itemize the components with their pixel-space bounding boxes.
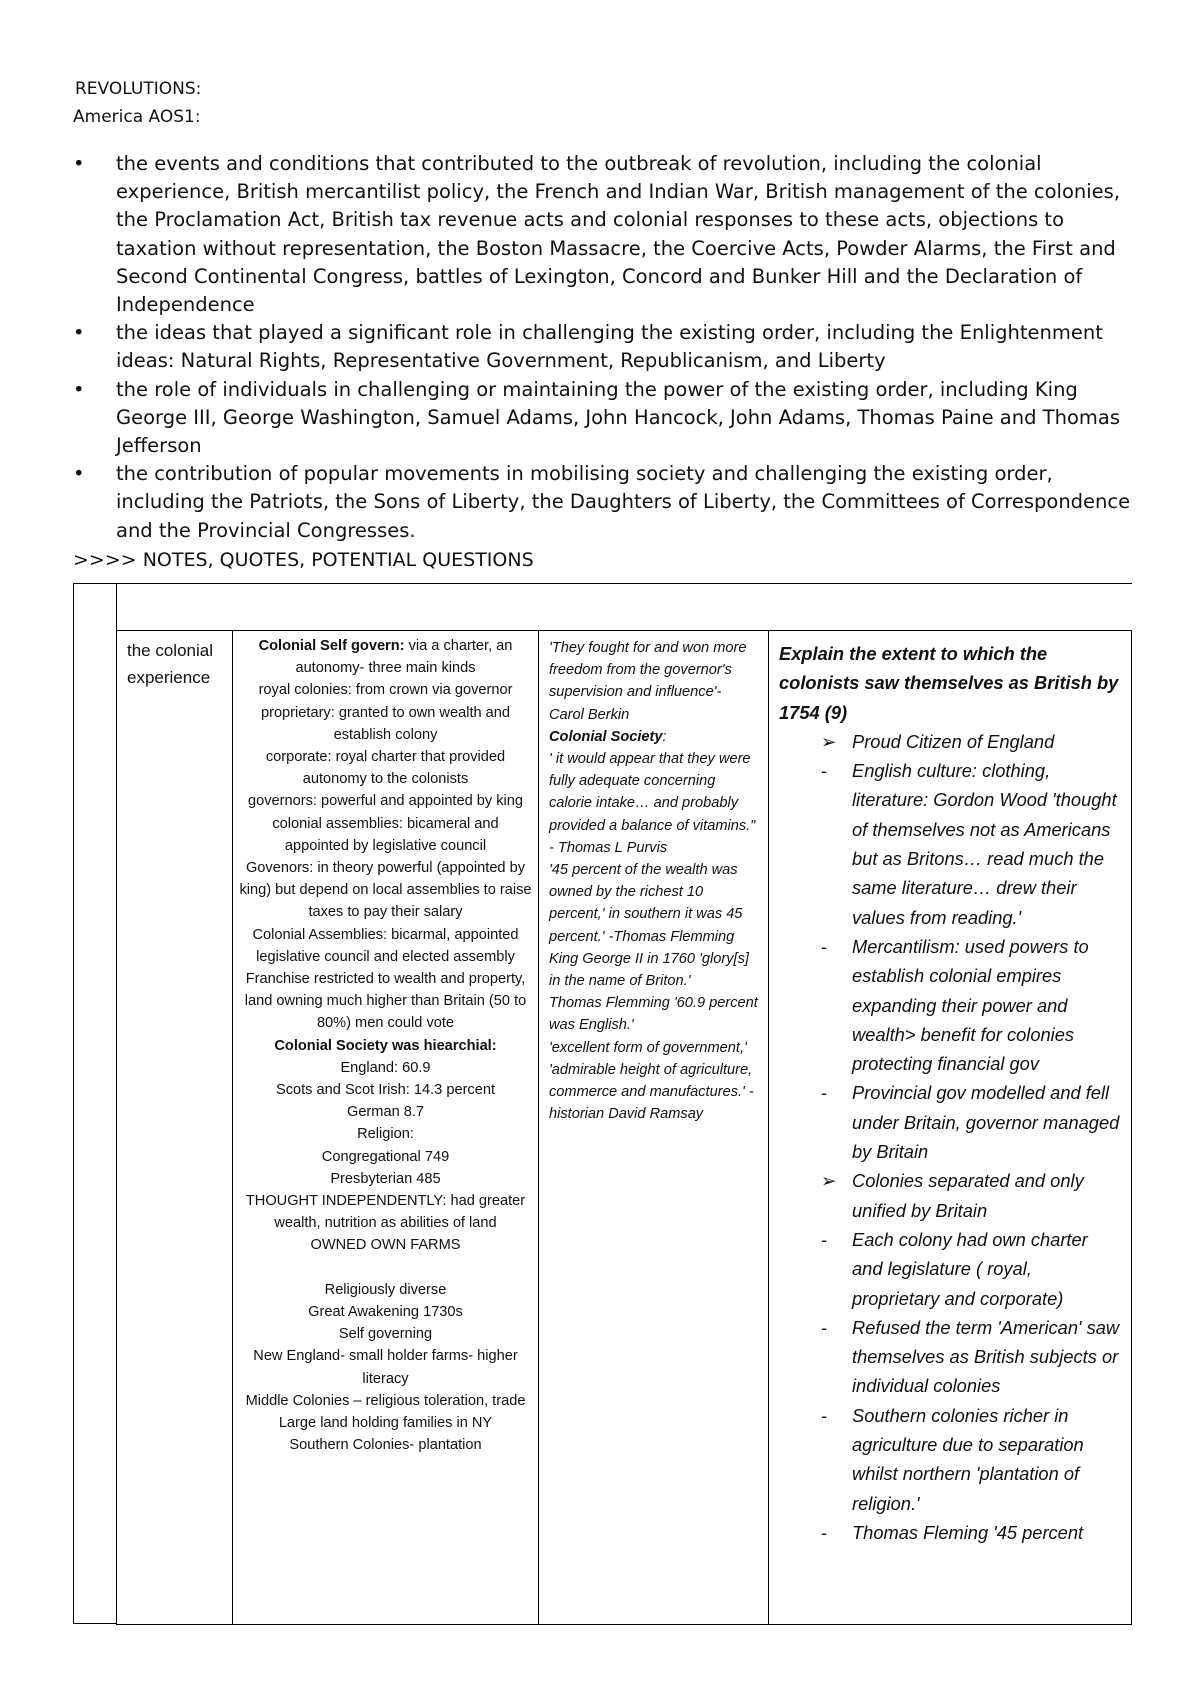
page-title: REVOLUTIONS: xyxy=(75,79,202,99)
list-item: ➢ Colonies separated and only unified by Britain xyxy=(779,1166,1121,1225)
note-line: corporate: royal charter that provided autonomy to the colonists xyxy=(265,749,506,788)
arrow-icon: ➢ xyxy=(821,730,837,752)
note-line: Colonial Assemblies: bicarmal, appointed legislative council and elected assembly xyxy=(252,926,519,965)
table-row xyxy=(117,631,1132,1625)
dash-icon: - xyxy=(821,1082,828,1104)
dash-icon: - xyxy=(821,1404,828,1426)
note-line: German 8.7 xyxy=(346,1104,425,1121)
bullet-icon: • xyxy=(73,152,85,175)
bullet-icon: • xyxy=(73,462,85,486)
note-line: Great Awakening 1730s xyxy=(308,1303,463,1320)
dot-point: • the events and conditions that contributed to the outbreak of revolution, including the colonial experience, British mercantilist policy, the French and Indian War, British management of the colonies, the Proclamation Act, British tax revenue acts and colonial responses to these acts, objections to taxation without representation, the Boston Massacre, the Coercive Acts, Powder Alarms, the First and Second Continental Congress, battles of Lexington, Concord and Bunker Hill and the Declaration of Independence xyxy=(73,152,1121,317)
note-line: Religion: xyxy=(357,1126,414,1143)
quote: King George II in 1760 'glory[s] in the name of Briton.' xyxy=(549,950,749,990)
topic-cell: the colonial experience xyxy=(117,631,233,1625)
note-line: Franchise restricted to wealth and property, land owning much higher than Britain (50 to 80%) men could vote xyxy=(244,971,527,1032)
note-line: Scots and Scot Irish: 14.3 percent xyxy=(275,1082,496,1099)
list-item: - English culture: clothing, literature: Gordon Wood 'thought of themselves not as Americans but as Britons… read much the same literature… drew their values from reading.' xyxy=(779,756,1121,932)
quote: Thomas Flemming '60.9 percent was English.' xyxy=(549,995,758,1034)
note-line: Middle Colonies – religious toleration, trade xyxy=(245,1392,526,1409)
left-margin-column xyxy=(73,583,117,1624)
notes-cell: Colonial Self govern: via a charter, an autonomy- three main kinds royal colonies: from crown via governor proprietary: granted to own wealth and establish colony corporate: royal charter that provided autonomy to the colonists governors: powerful and appointed by king colonial assemblies: bicameral and appointed by legislative council Govenors: in theory powerful (appointed by king) but depend on local assemblies to raise taxes to pay their salary Colonial Assemblies: bicarmal, appointed legislative council and elected assembly Franchise restricted to wealth and property, land owning much higher than Britain (50 to 80%) men could vote Colonial Society was hiearchial: England: 60.9 Scots and Scot Irish: 14.3 percent German 8.7 Religion: Congregational 749 Presbyterian 485 THOUGHT INDEPENDENTLY: had greater wealth, nutrition as abilities of land OWNED OWN FARMS Religiously diverse Great Awakening 1730s Self governing New England- small holder farms- higher literacy Middle Colonies – religious toleration, trade Large land holding families in NY Southern Colonies- plantation xyxy=(233,631,539,1625)
answer-points xyxy=(779,727,1121,1547)
note-line: governors: powerful and appointed by king xyxy=(247,793,524,810)
list-item: - Refused the term 'American' saw themselves as British subjects or individual colonies xyxy=(779,1313,1121,1401)
quotes-cell xyxy=(539,631,769,1625)
note-line: royal colonies: from crown via governor xyxy=(258,682,513,699)
note-line: Large land holding families in NY xyxy=(278,1414,493,1431)
list-item: - Each colony had own charter and legislature ( royal, proprietary and corporate) xyxy=(779,1225,1121,1313)
exam-question: Explain the extent to which the colonists saw themselves as British by 1754 (9) xyxy=(779,643,1119,723)
quote: ' it would appear that they were fully adequate concerning calorie intake… and probably provided a balance of vitamins." - Thomas L Purvis xyxy=(549,751,756,856)
dash-icon: - xyxy=(821,1521,828,1543)
dash-icon: - xyxy=(821,1228,828,1250)
quote-heading: Colonial Society: xyxy=(549,728,667,745)
dot-point-list xyxy=(73,150,1133,545)
note-line: proprietary: granted to own wealth and establish colony xyxy=(260,704,511,743)
note-line: Southern Colonies- plantation xyxy=(289,1437,482,1454)
top-left-cell xyxy=(73,583,117,631)
note-heading: Colonial Society was hiearchial: xyxy=(274,1037,497,1054)
quote: '45 percent of the wealth was owned by the richest 10 percent,' in southern it was 45 percent.' -Thomas Flemming xyxy=(549,862,743,945)
note-line: New England- small holder farms- higher literacy xyxy=(253,1348,518,1387)
bullet-icon: • xyxy=(73,321,85,345)
note-line: THOUGHT INDEPENDENTLY: had greater wealth, nutrition as abilities of land xyxy=(245,1193,526,1232)
arrow-icon: ➢ xyxy=(821,1170,837,1192)
notes-heading: >>>> NOTES, QUOTES, POTENTIAL QUESTIONS xyxy=(73,549,534,571)
note-line: Religiously diverse xyxy=(324,1281,447,1298)
bullet-icon: • xyxy=(73,377,85,401)
notes-table xyxy=(116,630,1132,1625)
list-item: ➢ Proud Citizen of England xyxy=(779,727,1121,756)
page-subtitle: America AOS1: xyxy=(73,107,201,127)
list-item: - Thomas Fleming '45 percent xyxy=(779,1518,1121,1547)
note-line: colonial assemblies: bicameral and appointed by legislative council xyxy=(272,815,499,854)
list-item: - Southern colonies richer in agriculture due to separation whilst northern 'plantation of religion.' xyxy=(779,1401,1121,1518)
note-line: England: 60.9 xyxy=(340,1059,431,1076)
quote: 'They fought for and won more freedom from the governor's supervision and influence'- Carol Berkin xyxy=(549,640,747,723)
dot-point: • the contribution of popular movements in mobilising society and challenging the existing order, including the Patriots, the Sons of Liberty, the Daughters of Liberty, the Committees of Correspondence and the Provincial Congresses. xyxy=(73,462,1131,542)
dash-icon: - xyxy=(821,1316,828,1338)
dot-point: • the role of individuals in challenging or maintaining the power of the existing order, including King George III, George Washington, Samuel Adams, John Hancock, John Adams, Thomas Paine and Thomas Jefferson xyxy=(73,377,1120,458)
list-item: - Mercantilism: used powers to establish colonial empires expanding their power and wealth> benefit for colonies protecting financial gov xyxy=(779,932,1121,1078)
dot-point: • the ideas that played a significant role in challenging the existing order, including the Enlightenment ideas: Natural Rights, Representative Government, Republicanism, and Liberty xyxy=(73,321,1103,373)
quote: 'excellent form of government,' 'admirable height of agriculture, commerce and manufactures.' -historian David Ramsay xyxy=(549,1039,754,1123)
list-item: - Provincial gov modelled and fell under Britain, governor managed by Britain xyxy=(779,1078,1121,1166)
note-line: Self governing xyxy=(338,1326,433,1343)
questions-cell xyxy=(769,631,1132,1625)
note-line: Govenors: in theory powerful (appointed by king) but depend on local assemblies to raise taxes to pay their salary xyxy=(239,860,532,921)
note-line: Congregational 749 xyxy=(321,1148,450,1165)
note-line: Presbyterian 485 xyxy=(330,1170,441,1187)
note-line: OWNED OWN FARMS xyxy=(310,1237,461,1254)
dash-icon: - xyxy=(821,760,828,782)
dash-icon: - xyxy=(821,935,828,957)
